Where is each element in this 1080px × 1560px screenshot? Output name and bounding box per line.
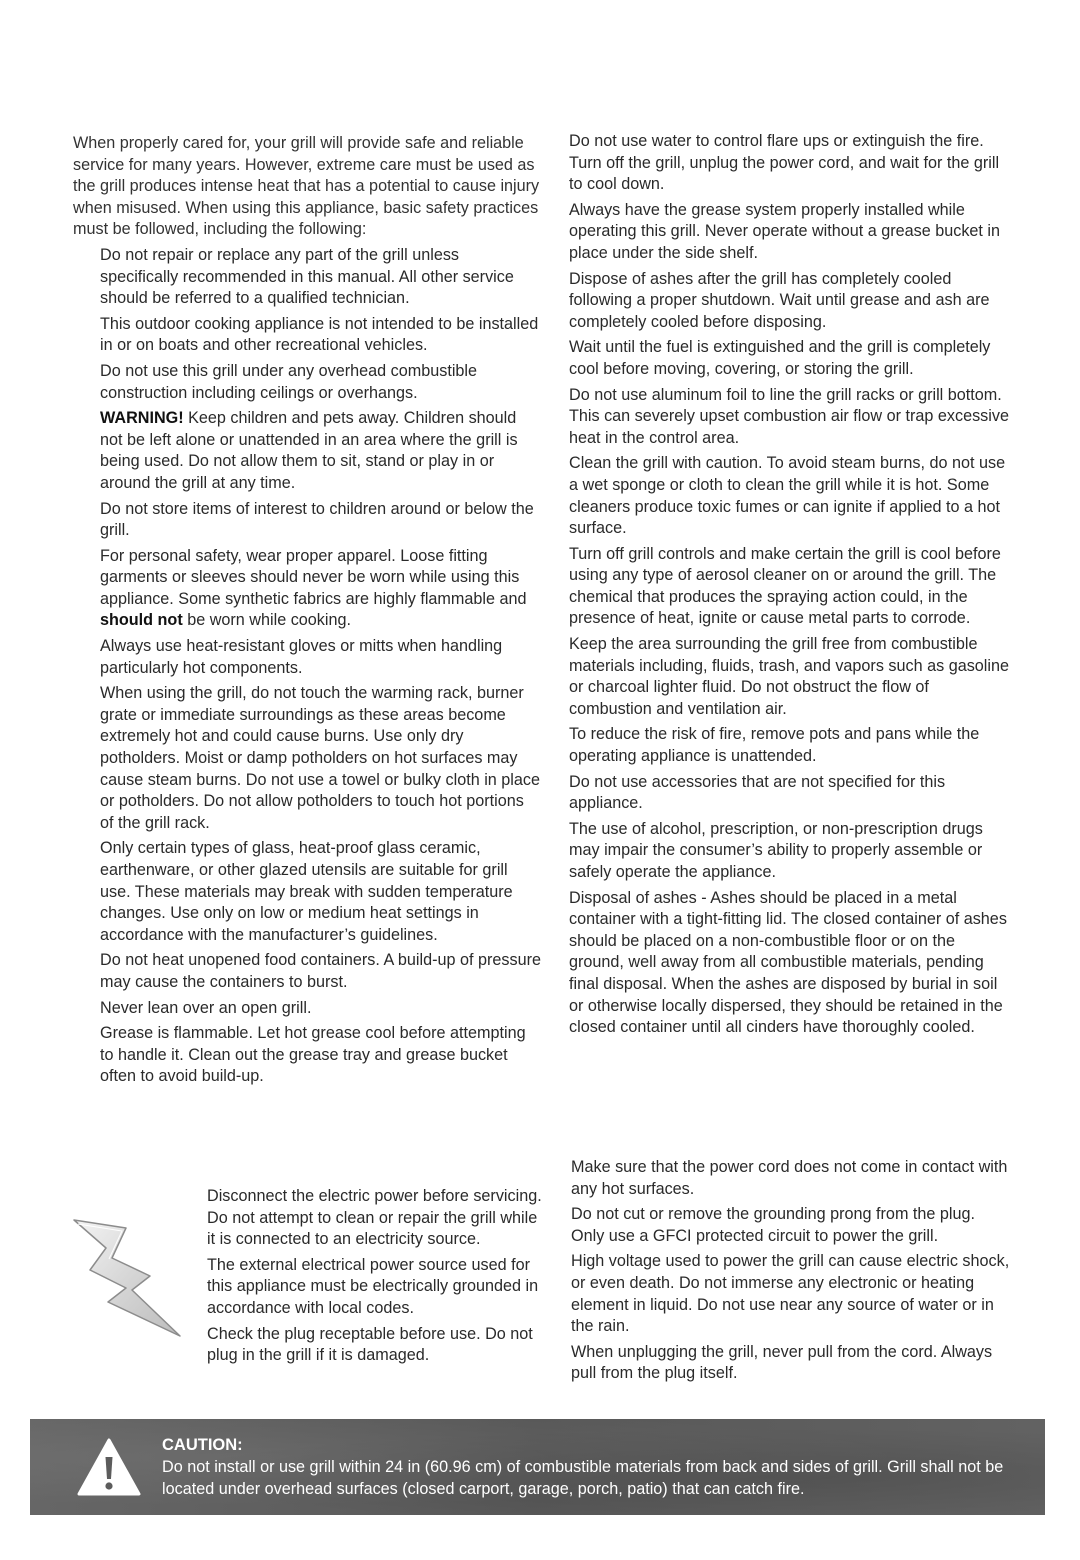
intro-paragraph: When properly cared for, your grill will provide safe and reliable service for many years. However, extreme care must be used as the grill produces intense heat that has a potential to cause injury when misused. When using this appliance, basic safety practices must be followed, including the following: [73, 134, 540, 239]
safety-item: Turn off grill controls and make certain the grill is cool before using any type of aerosol cleaner on or around the grill. The chemical that produces the spraying action could, in the presence of heat, ignite or cause metal parts to corrode. [569, 544, 1001, 628]
safety-item: Disposal of ashes - Ashes should be placed in a metal container with a tight-fitting lid. The closed container of ashes should be placed on a non-combustible floor or on the ground, well away from all combustible materials, pending final disposal. When the ashes are disposed by burial in soil or otherwise locally dispersed, they should be retained in the closed container until all cinders have thoroughly cooled. [569, 888, 1007, 1037]
safety-column-left [73, 133, 541, 1092]
lightning-bolt-icon [68, 1218, 186, 1342]
electrical-column-left [207, 1186, 542, 1371]
caution-text: Do not install or use grill within 24 in (60.96 cm) of combustible materials from back and sides of grill. Grill shall not be located under overhead surfaces (closed carport, garage, porch, patio) that can catch fire. [162, 1458, 1004, 1498]
safety-item: Do not use accessories that are not specified for this appliance. [569, 772, 946, 813]
safety-item: Do not store items of interest to children around or below the grill. [100, 499, 534, 540]
safety-item: Do not heat unopened food containers. A build-up of pressure may cause the containers to burst. [100, 951, 541, 991]
apparel-text-bold: should not [100, 611, 183, 630]
safety-item: Only certain types of glass, heat-proof glass ceramic, earthenware, or other glazed utensils are suitable for grill use. These materials may break with sudden temperature changes. Use only on low or medium heat settings in accordance with the manufacturer’s guidelines. [100, 839, 513, 944]
apparel-text-pre: For personal safety, wear proper apparel. Loose fitting garments or sleeves should never be worn while using this appliance. Some synthetic fabrics are highly flammable and [100, 546, 527, 608]
safety-item: Wait until the fuel is extinguished and the grill is completely cool before moving, covering, or storing the grill. [569, 338, 991, 378]
apparel-text-post: be worn while cooking. [182, 611, 351, 630]
safety-item: Do not use this grill under any overhead combustible construction including ceilings or overhangs. [100, 361, 478, 402]
safety-item: Always have the grease system properly installed while operating this grill. Never operate without a grease bucket in place under the side shelf. [569, 200, 1001, 262]
electrical-item: Disconnect the electric power before servicing. Do not attempt to clean or repair the grill while it is connected to an electricity source. [207, 1187, 542, 1249]
safety-item: Grease is flammable. Let hot grease cool before attempting to handle it. Clean out the grease tray and grease bucket often to avoid build-up. [100, 1024, 526, 1086]
safety-item: Keep the area surrounding the grill free from combustible materials including, fluids, trash, and vapors such as gasoline or charcoal lighter fluid. Do not obstruct the flow of combustion and ventilation air. [569, 635, 1009, 718]
electrical-item: High voltage used to power the grill can cause electric shock, or even death. Do not immerse any electronic or heating element in liquid. Do not use near any source of water or in the rain. [571, 1252, 1010, 1336]
warning-text: Keep children and pets away. Children should not be left alone or unattended in an area where the grill is being used. Do not allow them to sit, stand or play in or around the grill at any time. [100, 409, 518, 492]
safety-item: Always use heat-resistant gloves or mitts when handling particularly hot components. [100, 637, 503, 677]
caution-title: CAUTION: [162, 1436, 243, 1454]
safety-item: The use of alcohol, prescription, or non-prescription drugs may impair the consumer’s ability to properly assemble or safely operate the appliance. [569, 819, 983, 881]
safety-item: Clean the grill with caution. To avoid steam burns, do not use a wet sponge or cloth to clean the grill while it is hot. Some cleaners produce toxic fumes or can ignite if applied to a hot surface. [569, 454, 1006, 538]
electrical-column-right [571, 1157, 1011, 1389]
electrical-item: Check the plug receptable before use. Do not plug in the grill if it is damaged. [207, 1324, 533, 1365]
electrical-item: The external electrical power source used for this appliance must be electrically grounded in accordance with local codes. [207, 1255, 539, 1317]
warning-label: WARNING! [100, 409, 184, 428]
electrical-item: When unplugging the grill, never pull from the cord. Always pull from the plug itself. [571, 1342, 993, 1383]
electrical-item: Make sure that the power cord does not come in contact with any hot surfaces. [571, 1158, 1008, 1198]
safety-item: Do not repair or replace any part of the grill unless specifically recommended in this manual. All other service should be referred to a qualified technician. [100, 245, 514, 308]
warning-item [73, 408, 541, 494]
warning-triangle-icon [76, 1437, 142, 1497]
safety-item: Do not use aluminum foil to line the grill racks or grill bottom. This can severely upset combustion air flow or trap excessive heat in the control area. [569, 385, 1009, 447]
safety-column-right [569, 131, 1014, 1043]
safety-item: Never lean over an open grill. [100, 998, 312, 1017]
safety-item: This outdoor cooking appliance is not intended to be installed in or on boats and other recreational vehicles. [100, 314, 539, 355]
safety-item: To reduce the risk of fire, remove pots and pans while the operating appliance is unattended. [569, 725, 980, 766]
electrical-item: Do not cut or remove the grounding prong from the plug. Only use a GFCI protected circuit to power the grill. [571, 1205, 976, 1245]
safety-item: When using the grill, do not touch the warming rack, burner grate or immediate surroundings as these areas become extremely hot and could cause burns. Use only dry potholders. Moist or damp potholders on hot surfaces may cause steam burns. Do not use a towel or bulky cloth in place or potholders. Do not allow potholders to touch hot portions of the grill rack. [100, 684, 540, 832]
safety-item: Do not use water to control flare ups or extinguish the fire. Turn off the grill, unplug the power cord, and wait for the grill to cool down. [569, 132, 1000, 194]
caution-banner [30, 1419, 1045, 1515]
apparel-item [73, 546, 541, 632]
safety-item: Dispose of ashes after the grill has completely cooled following a proper shutdown. Wait until grease and ash are completely cooled before disposing. [569, 269, 990, 331]
